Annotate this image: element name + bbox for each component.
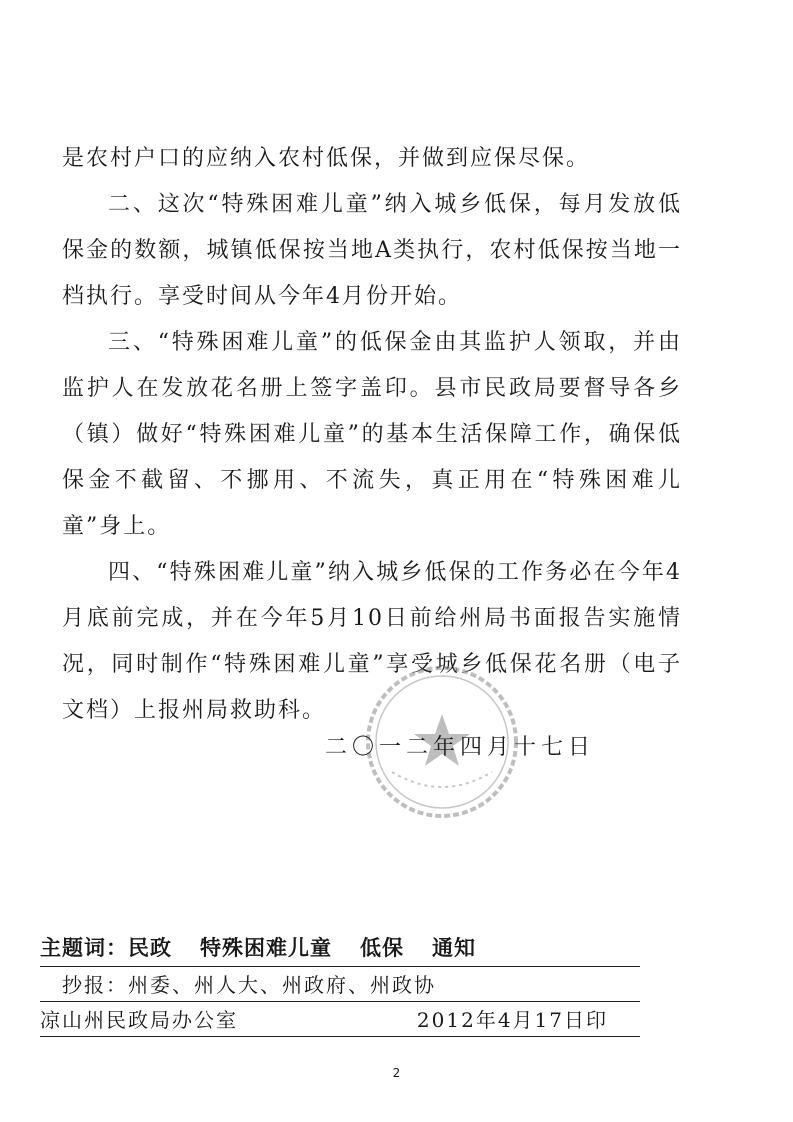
document-footer <box>40 928 640 1037</box>
subject-keyword: 民政 <box>128 935 172 960</box>
paragraph-item-2: 二、这次“特殊困难儿童”纳入城乡低保，每月发放低保金的数额，城镇低保按当地A类执行，农村低保按当地一档执行。享受时间从今年4月份开始。 <box>62 192 682 309</box>
subject-keyword: 通知 <box>432 935 476 960</box>
paragraph-item-4: 四、“特殊困难儿童”纳入城乡低保的工作务必在今年4月底前完成，并在今年5月10日前给州局书面报告实施情况，同时制作“特殊困难儿童”享受城乡低保花名册（电子文档）上报州局救助科。 <box>62 560 682 723</box>
subject-keyword: 特殊困难儿童 <box>200 935 332 960</box>
paragraph-item-3: 三、“特殊困难儿童”的低保金由其监护人领取，并由监护人在发放花名册上签字盖印。县市民政局要督导各乡（镇）做好“特殊困难儿童”的基本生活保障工作，确保低保金不截留、不挪用、不流失，真正用在“特殊困难儿童”身上。 <box>62 330 682 539</box>
body-text <box>62 136 682 734</box>
subject-label: 主题词： <box>40 935 128 960</box>
issuer-office: 凉山州民政局办公室 <box>40 1008 238 1032</box>
page-number: 2 <box>392 1066 401 1080</box>
paragraph-continuation: 是农村户口的应纳入农村低保，并做到应保尽保。 <box>62 146 591 171</box>
subject-keyword: 低保 <box>360 935 404 960</box>
print-date: 2012年4月17日印 <box>416 1008 608 1032</box>
issuer-row <box>40 1002 640 1036</box>
subject-keywords <box>40 928 640 966</box>
document-date: 二〇一二年四月十七日 <box>325 735 596 760</box>
cc-recipients: 抄报：州委、州人大、州政府、州政协 <box>62 973 436 997</box>
